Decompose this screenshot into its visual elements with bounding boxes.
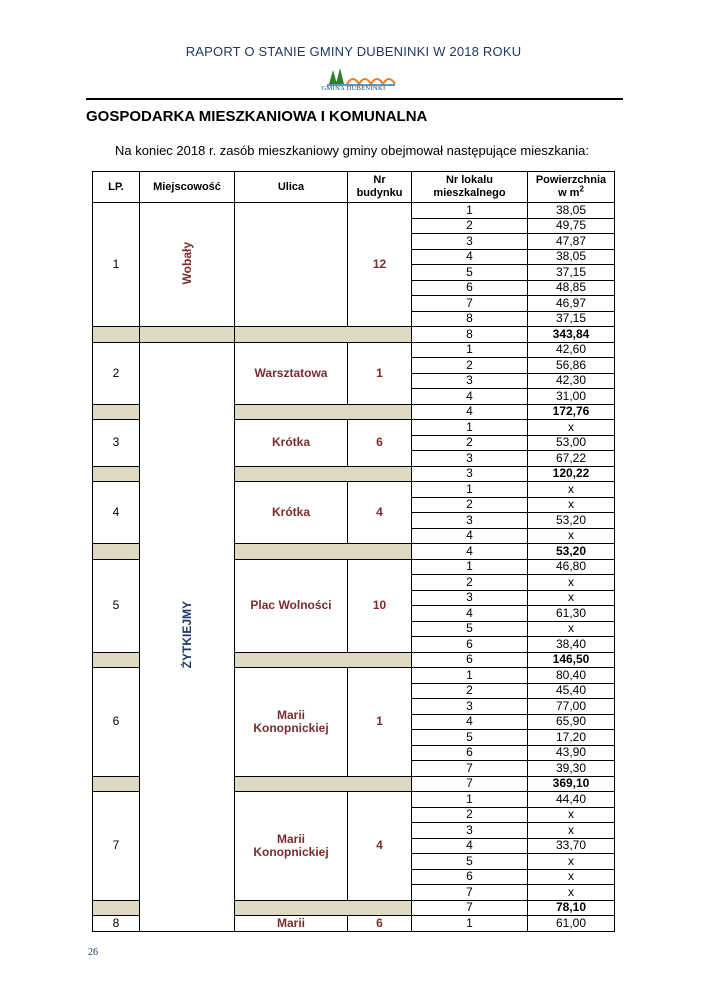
summary-fill (235, 776, 412, 792)
row-area: 47,87 (528, 234, 615, 250)
row-area: 42,30 (528, 373, 615, 389)
col-header-town: Miejscowość (140, 172, 235, 203)
summary-fill (140, 327, 235, 343)
row-town (140, 342, 235, 931)
row-area: 33,70 (528, 838, 615, 854)
row-building: 4 (348, 482, 412, 544)
summary-fill (93, 404, 140, 420)
intro-text: Na koniec 2018 r. zasób mieszkaniowy gminy obejmował następujące mieszkania: (115, 143, 590, 158)
report-header-title: RAPORT O STANIE GMINY DUBENINKI W 2018 ROKU (185, 44, 522, 59)
row-street: Marii (235, 916, 348, 932)
summary-fill (93, 776, 140, 792)
row-unit-number: 6 (412, 745, 528, 761)
summary-fill (235, 544, 412, 560)
row-unit-number: 1 (412, 420, 528, 436)
row-area: 53,00 (528, 435, 615, 451)
summary-count: 8 (412, 327, 528, 343)
street-line: Konopnickiej (253, 720, 329, 735)
row-unit-number: 1 (412, 559, 528, 575)
row-unit-number: 6 (412, 869, 528, 885)
row-street (235, 792, 348, 901)
row-area: x (528, 482, 615, 498)
summary-total: 369,10 (528, 776, 615, 792)
row-building: 10 (348, 559, 412, 652)
row-area: 17,20 (528, 730, 615, 746)
row-area: 49,75 (528, 218, 615, 234)
summary-total: 146,50 (528, 652, 615, 668)
row-lp: 1 (93, 203, 140, 327)
row-area: 80,40 (528, 668, 615, 684)
row-area: 37,15 (528, 265, 615, 281)
row-lp: 3 (93, 420, 140, 467)
row-lp: 8 (93, 916, 140, 932)
row-unit-number: 4 (412, 528, 528, 544)
summary-count: 7 (412, 776, 528, 792)
row-unit-number: 2 (412, 683, 528, 699)
row-building: 1 (348, 342, 412, 404)
row-lp: 6 (93, 668, 140, 777)
header-divider (86, 98, 623, 100)
row-area: 46,80 (528, 559, 615, 575)
row-unit-number: 4 (412, 249, 528, 265)
summary-total: 120,22 (528, 466, 615, 482)
summary-fill (93, 327, 140, 343)
section-title: GOSPODARKA MIESZKANIOWA I KOMUNALNA (86, 108, 428, 125)
row-area: 43,90 (528, 745, 615, 761)
row-area: 46,97 (528, 296, 615, 312)
row-area: 39,30 (528, 761, 615, 777)
summary-fill (235, 404, 412, 420)
row-area: 48,85 (528, 280, 615, 296)
row-area: x (528, 528, 615, 544)
row-area: x (528, 869, 615, 885)
summary-count: 4 (412, 544, 528, 560)
summary-total: 53,20 (528, 544, 615, 560)
row-unit-number: 4 (412, 606, 528, 622)
row-unit-number: 1 (412, 482, 528, 498)
row-unit-number: 2 (412, 807, 528, 823)
row-building: 6 (348, 916, 412, 932)
row-unit-number: 2 (412, 575, 528, 591)
row-area: x (528, 807, 615, 823)
row-unit-number: 6 (412, 280, 528, 296)
summary-fill (235, 466, 412, 482)
row-unit-number: 5 (412, 621, 528, 637)
summary-fill (235, 652, 412, 668)
row-area: 45,40 (528, 683, 615, 699)
row-unit-number: 3 (412, 234, 528, 250)
row-unit-number: 8 (412, 311, 528, 327)
summary-total: 78,10 (528, 900, 615, 916)
summary-fill (93, 466, 140, 482)
row-unit-number: 3 (412, 699, 528, 715)
row-lp: 2 (93, 342, 140, 404)
col-header-area: Powierzchnia w $m^2$ (528, 172, 615, 203)
row-area: x (528, 823, 615, 839)
col-header-building: Nr budynku (348, 172, 412, 203)
row-area: 65,90 (528, 714, 615, 730)
row-town (140, 203, 235, 327)
row-building: 4 (348, 792, 412, 901)
row-area: x (528, 590, 615, 606)
row-unit-number: 1 (412, 203, 528, 219)
row-area: x (528, 621, 615, 637)
row-area: x (528, 885, 615, 901)
row-area: 53,20 (528, 513, 615, 529)
row-unit-number: 3 (412, 823, 528, 839)
summary-fill (235, 327, 412, 343)
row-area: 77,00 (528, 699, 615, 715)
col-header-street: Ulica (235, 172, 348, 203)
table-row (93, 342, 615, 358)
row-unit-number: 4 (412, 838, 528, 854)
summary-total: 343,84 (528, 327, 615, 343)
summary-count: 4 (412, 404, 528, 420)
row-unit-number: 7 (412, 296, 528, 312)
row-building: 12 (348, 203, 412, 327)
row-lp: 5 (93, 559, 140, 652)
row-unit-number: 5 (412, 265, 528, 281)
summary-count: 3 (412, 466, 528, 482)
table-header-row (93, 172, 615, 203)
row-unit-number: 7 (412, 885, 528, 901)
row-unit-number: 1 (412, 668, 528, 684)
table-body (93, 203, 615, 932)
row-area: 42,60 (528, 342, 615, 358)
row-area: x (528, 575, 615, 591)
row-unit-number: 3 (412, 513, 528, 529)
row-unit-number: 4 (412, 389, 528, 405)
row-unit-number: 5 (412, 730, 528, 746)
town-name: Wobały (179, 241, 194, 285)
summary-fill (93, 544, 140, 560)
street-line: Konopnickiej (253, 844, 329, 859)
row-area: 37,15 (528, 311, 615, 327)
row-area: 61,00 (528, 916, 615, 932)
row-building: 6 (348, 420, 412, 467)
row-unit-number: 7 (412, 761, 528, 777)
row-area: 44,40 (528, 792, 615, 808)
row-unit-number: 5 (412, 854, 528, 870)
row-street: Krótka (235, 482, 348, 544)
row-area: 67,22 (528, 451, 615, 467)
table-row (93, 203, 615, 219)
row-street (235, 668, 348, 777)
row-area: 31,00 (528, 389, 615, 405)
col-header-lp: LP. (93, 172, 140, 203)
row-street (235, 203, 348, 327)
row-building: 1 (348, 668, 412, 777)
row-unit-number: 3 (412, 373, 528, 389)
summary-count: 6 (412, 652, 528, 668)
street-line: Marii (276, 707, 305, 722)
row-unit-number: 1 (412, 792, 528, 808)
housing-table (92, 171, 615, 932)
row-area: 56,86 (528, 358, 615, 374)
row-street: Krótka (235, 420, 348, 467)
row-area: 38,40 (528, 637, 615, 653)
row-unit-number: 3 (412, 451, 528, 467)
page-number: 26 (88, 947, 98, 958)
summary-fill (93, 652, 140, 668)
row-unit-number: 2 (412, 497, 528, 513)
row-lp: 7 (93, 792, 140, 901)
row-unit-number: 4 (412, 714, 528, 730)
summary-total: 172,76 (528, 404, 615, 420)
row-street: Warsztatowa (235, 342, 348, 404)
col-header-unit: Nr lokalu mieszkalnego (412, 172, 528, 203)
row-unit-number: 2 (412, 435, 528, 451)
logo-text: GMINA DUBENINKI (321, 85, 386, 92)
row-unit-number: 3 (412, 590, 528, 606)
row-area: x (528, 420, 615, 436)
summary-count: 7 (412, 900, 528, 916)
row-street: Plac Wolności (235, 559, 348, 652)
row-unit-number: 1 (412, 916, 528, 932)
row-unit-number: 2 (412, 218, 528, 234)
summary-row (93, 327, 615, 343)
row-unit-number: 6 (412, 637, 528, 653)
row-area: 38,05 (528, 249, 615, 265)
town-name: ŻYTKIEJMY (179, 601, 194, 669)
row-unit-number: 1 (412, 342, 528, 358)
row-unit-number: 2 (412, 358, 528, 374)
summary-fill (93, 900, 140, 916)
row-area: x (528, 497, 615, 513)
row-area: 38,05 (528, 203, 615, 219)
row-lp: 4 (93, 482, 140, 544)
street-line: Marii (276, 831, 305, 846)
summary-fill (235, 900, 412, 916)
row-area: x (528, 854, 615, 870)
row-area: 61,30 (528, 606, 615, 622)
